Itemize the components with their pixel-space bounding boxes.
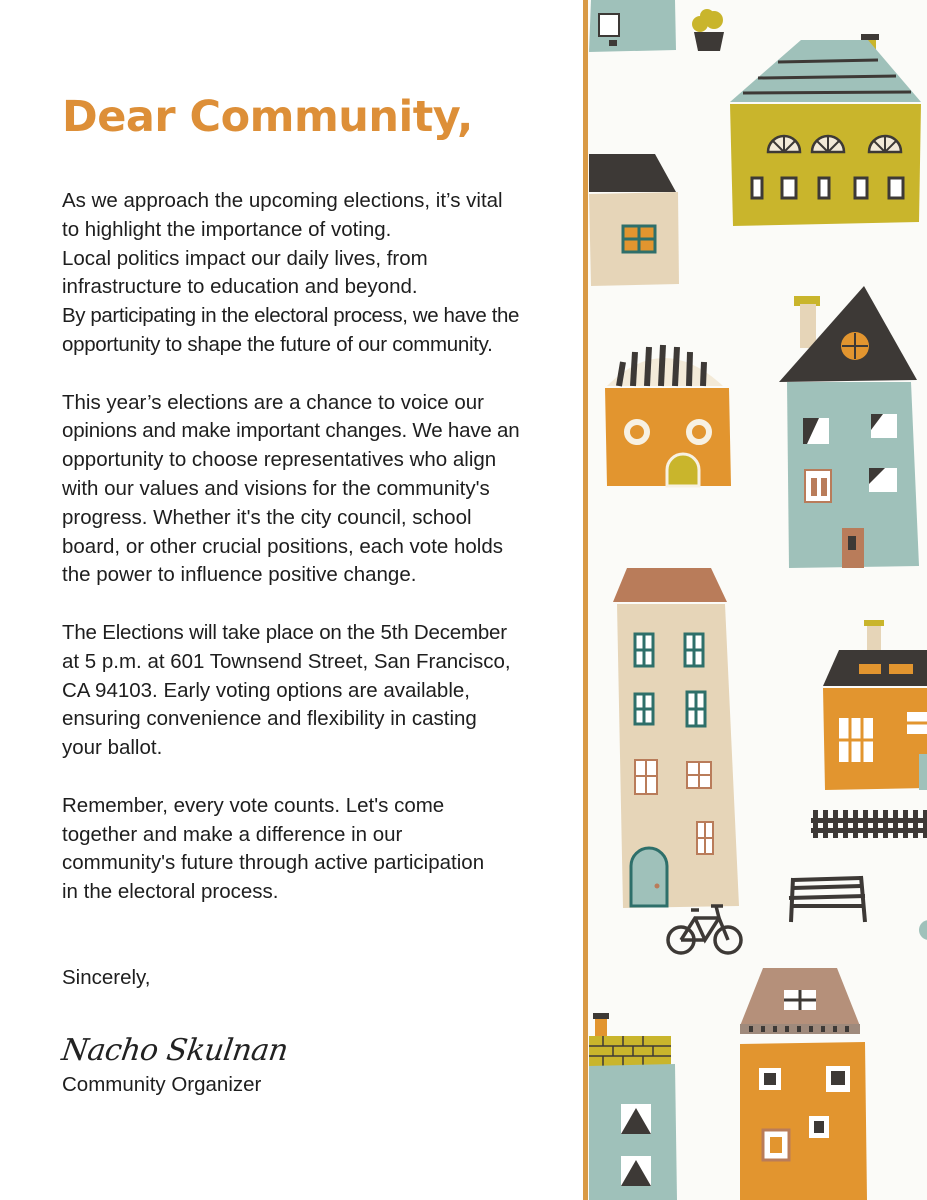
greeting-heading: Dear Community, xyxy=(62,92,473,142)
houses-illustration xyxy=(583,0,927,1200)
paragraph-2 xyxy=(62,389,538,591)
text-line: your ballot. xyxy=(62,736,163,760)
text-line: board, or other crucial positions, each vote holds xyxy=(62,534,504,558)
signer-role: Community Organizer xyxy=(62,1073,262,1096)
text-line: Remember, every vote counts. Let's come xyxy=(62,793,445,817)
text-line: with our values and visions for the community's xyxy=(62,476,490,500)
houses-illustration-svg xyxy=(583,0,927,1200)
paragraph-4 xyxy=(62,792,538,907)
text-line: opinions and make important changes. We have an xyxy=(62,419,520,443)
house-top-left xyxy=(589,0,676,52)
text-line: progress. Whether it's the city council, school xyxy=(62,505,472,529)
text-line: opportunity to choose representatives who align xyxy=(62,448,497,472)
text-line: Local politics impact our daily lives, from xyxy=(62,246,428,270)
text-line: the power to influence positive change. xyxy=(62,563,417,587)
text-line: This year’s elections are a chance to voice our xyxy=(62,390,484,414)
paragraph-3 xyxy=(62,619,538,763)
text-line: opportunity to shape the future of our community. xyxy=(62,332,493,356)
text-line: infrastructure to education and beyond. xyxy=(62,275,418,299)
text-line: at 5 p.m. at 601 Townsend Street, San Francisco, xyxy=(62,649,511,673)
text-line: The Elections will take place on the 5th December xyxy=(62,620,507,644)
text-line: By participating in the electoral process, we have the xyxy=(62,304,519,328)
house-sage-bottom xyxy=(589,1013,677,1200)
paragraph-1 xyxy=(62,187,538,360)
text-line: As we approach the upcoming elections, it’s vital xyxy=(62,189,503,212)
text-line: ensuring convenience and flexibility in casting xyxy=(62,707,477,731)
text-line: in the electoral process. xyxy=(62,880,279,904)
signature: Nacho Skulnan xyxy=(59,1033,290,1068)
text-line: CA 94103. Early voting options are available, xyxy=(62,678,470,702)
text-line: together and make a difference in our xyxy=(62,822,403,846)
text-line: community's future through active participation xyxy=(62,851,485,875)
house-beige-tall xyxy=(613,568,739,908)
text-line: to highlight the importance of voting. xyxy=(62,217,392,241)
letter-body xyxy=(62,187,538,936)
divider-line xyxy=(583,0,588,1200)
house-beige-small xyxy=(589,154,679,286)
house-orange-bottom xyxy=(740,968,867,1200)
closing-text: Sincerely, xyxy=(62,966,151,989)
